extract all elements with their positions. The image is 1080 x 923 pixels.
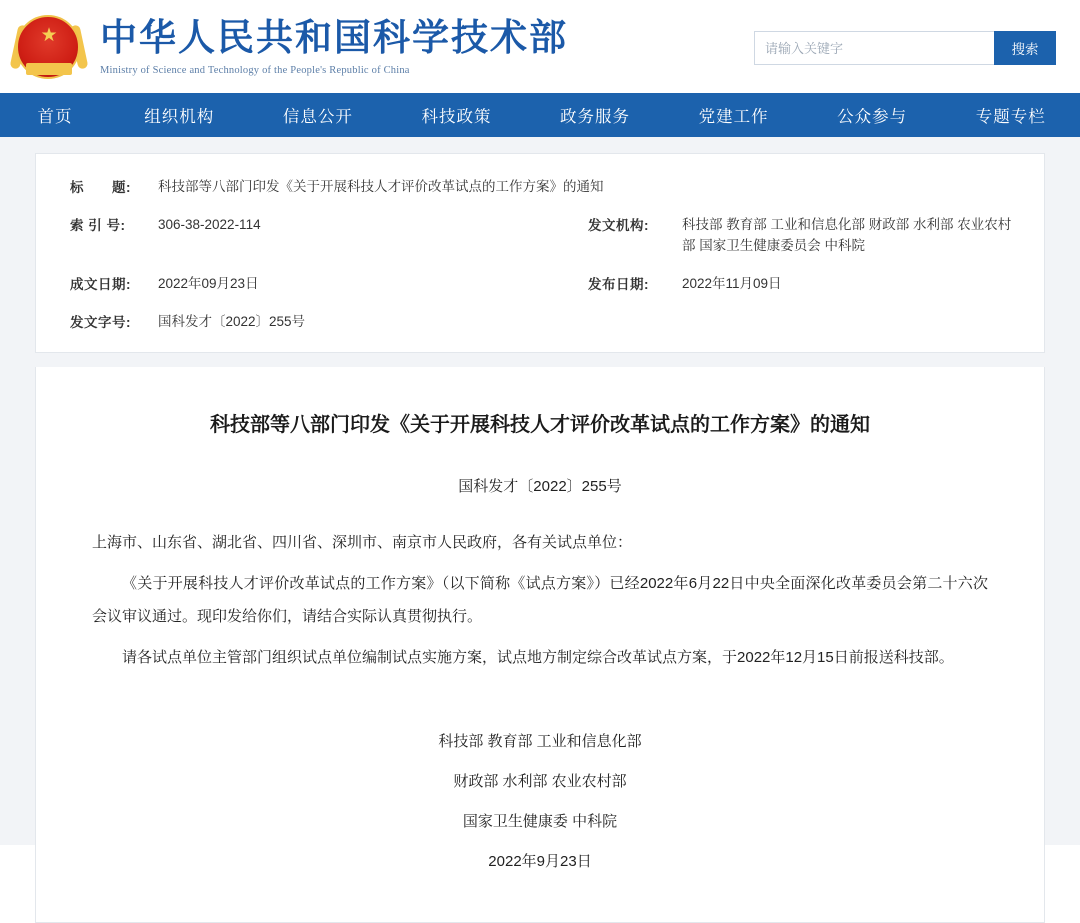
signature-line-3: 国家卫生健康委 中科院: [462, 813, 618, 830]
meta-label-doc-no: 发文字号:: [70, 315, 131, 330]
site-header: [0, 0, 1080, 93]
signature-line-1: 科技部 教育部 工业和信息化部: [438, 733, 642, 750]
metadata-grid: [70, 176, 1016, 332]
meta-value-issuer: 科技部 教育部 工业和信息化部 财政部 水利部 农业农村部 国家卫生健康委员会 中科院: [682, 217, 1012, 253]
content-wrapper: [35, 153, 1045, 923]
meta-value-title: 科技部等八部门印发《关于开展科技人才评价改革试点的工作方案》的通知: [158, 179, 604, 194]
article-title: 科技部等八部门印发《关于开展科技人才评价改革试点的工作方案》的通知: [210, 414, 870, 436]
nav-item-org[interactable]: 组织机构: [144, 108, 215, 126]
meta-value-doc-no: 国科发才〔2022〕255号: [158, 314, 306, 329]
main-navigation: [0, 93, 1080, 137]
site-title-en: Ministry of Science and Technology of the People's Republic of China: [100, 64, 410, 76]
meta-label-issuer: 发文机构:: [588, 218, 649, 233]
signature-date: 2022年9月23日: [488, 853, 592, 870]
meta-value-publish-date: 2022年11月09日: [682, 276, 782, 291]
page-body: [0, 137, 1080, 870]
nav-item-party[interactable]: 党建工作: [698, 108, 769, 126]
nav-item-public[interactable]: 公众参与: [837, 108, 908, 126]
signature-line-2: 财政部 水利部 农业农村部: [453, 773, 627, 790]
article-paragraph-2: 请各试点单位主管部门组织试点单位编制试点实施方案，试点地方制定综合改革试点方案，于2022年12月15日前报送科技部。: [122, 649, 954, 666]
search-input[interactable]: [754, 31, 994, 65]
meta-label-index: 索 引 号:: [70, 218, 126, 233]
nav-item-disclosure[interactable]: 信息公开: [282, 108, 353, 126]
emblem-star-icon: ★: [40, 25, 58, 46]
article-signature: [92, 722, 988, 882]
meta-label-written-date: 成文日期:: [70, 277, 131, 292]
nav-item-home[interactable]: 首页: [37, 108, 73, 126]
meta-label-title: 标 题:: [70, 180, 131, 195]
search-area: [754, 31, 1056, 65]
site-title-cn: 中华人民共和国科学技术部: [100, 17, 568, 59]
article-paragraph-1: 《关于开展科技人才评价改革试点的工作方案》（以下简称《试点方案》）已经2022年6月22日中央全面深化改革委员会第二十六次会议审议通过。现印发给你们，请结合实际认真贯彻执行。: [92, 575, 988, 625]
nav-item-topics[interactable]: 专题专栏: [975, 108, 1046, 126]
meta-value-index: 306-38-2022-114: [158, 217, 261, 232]
document-metadata-card: [35, 153, 1045, 353]
meta-label-publish-date: 发布日期:: [588, 277, 649, 292]
national-emblem-icon: [12, 9, 86, 83]
site-title-block: [100, 17, 568, 76]
emblem-gear: [26, 63, 72, 75]
meta-value-written-date: 2022年09月23日: [158, 276, 259, 291]
nav-item-services[interactable]: 政务服务: [560, 108, 631, 126]
article-doc-number: 国科发才〔2022〕255号: [458, 478, 622, 495]
search-button[interactable]: 搜索: [994, 31, 1056, 65]
article-card: [35, 367, 1045, 923]
nav-item-policy[interactable]: 科技政策: [421, 108, 492, 126]
article-paragraph-salutation: 上海市、山东省、湖北省、四川省、深圳市、南京市人民政府，各有关试点单位：: [92, 534, 633, 551]
